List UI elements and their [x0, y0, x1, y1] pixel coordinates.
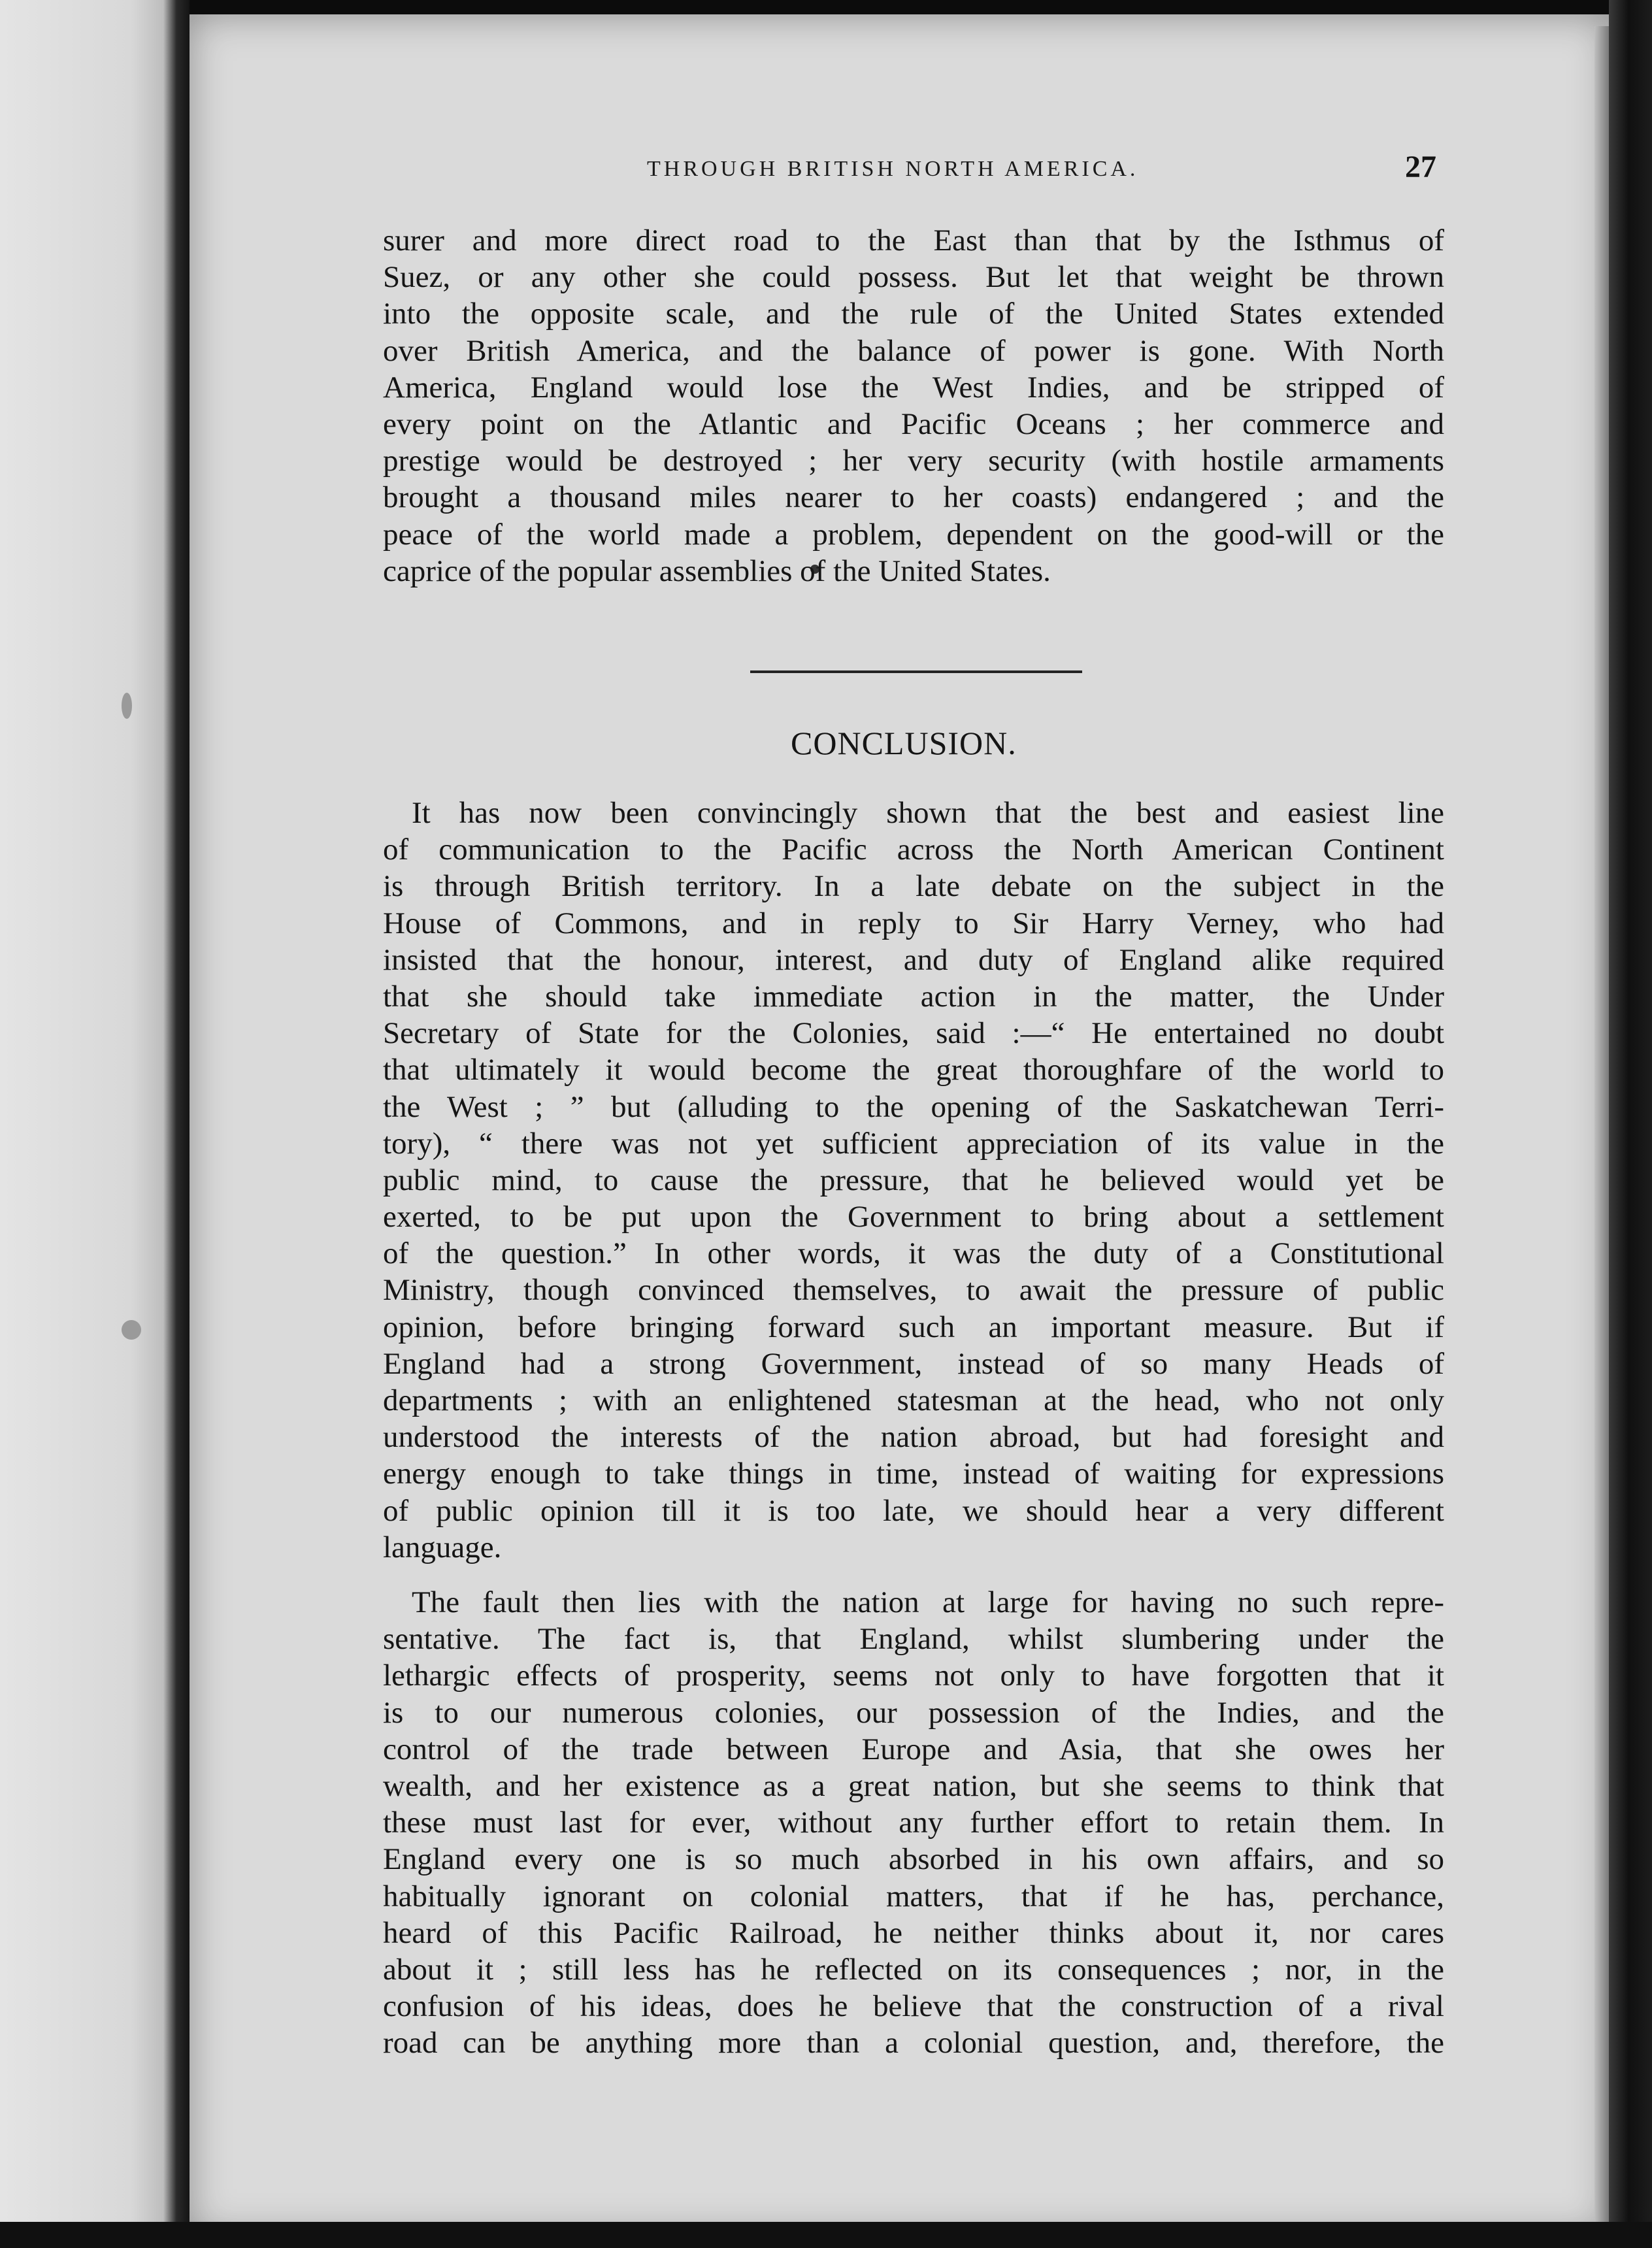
text-line: of the question.” In other words, it was the duty of a Constitutional	[383, 1236, 1444, 1271]
text-line: exerted, to be put upon the Government to bring about a settlement	[383, 1200, 1444, 1234]
paragraph-2	[383, 795, 1444, 1566]
text-line: control of the trade between Europe and Asia, that she owes her	[383, 1732, 1444, 1766]
text-line: Ministry, though convinced themselves, to await the pressure of public	[383, 1273, 1444, 1308]
text-line: tory), “ there was not yet sufficient appreciation of its value in the	[383, 1126, 1444, 1161]
section-title: CONCLUSION.	[791, 725, 1017, 761]
running-head: THROUGH BRITISH NORTH AMERICA.	[647, 157, 1139, 181]
section-divider	[750, 670, 1082, 673]
text-line: of public opinion till it is too late, we should hear a very different	[383, 1493, 1444, 1528]
binding-gutter	[0, 0, 190, 2248]
scan-speck	[122, 1320, 141, 1340]
text-line: surer and more direct road to the East than that by the Isthmus of	[383, 223, 1444, 257]
text-line: about it ; still less has he reflected on its consequences ; nor, in the	[383, 1952, 1444, 1987]
paragraph-3	[383, 1584, 1444, 2061]
text-line: Suez, or any other she could possess. But let that weight be thrown	[383, 260, 1444, 295]
text-line: every point on the Atlantic and Pacific Oceans ; her commerce and	[383, 406, 1444, 441]
text-line: America, England would lose the West Indies, and be stripped of	[383, 370, 1444, 405]
text-line: sentative. The fact is, that England, whilst slumbering under the	[383, 1622, 1444, 1657]
text-line: public mind, to cause the pressure, that he believed would yet be	[383, 1163, 1444, 1197]
text-line: The fault then lies with the nation at large for having no such repre-	[412, 1585, 1444, 1619]
scan-speck	[122, 693, 132, 719]
page-right-edge	[1594, 26, 1609, 2222]
text-line: that ultimately it would become the great thoroughfare of the world to	[383, 1053, 1444, 1087]
text-line: energy enough to take things in time, instead of waiting for expressions	[383, 1457, 1444, 1491]
text-line: is through British territory. In a late debate on the subject in the	[383, 869, 1444, 904]
text-line: opinion, before bringing forward such an important measure. But if	[383, 1310, 1444, 1344]
text-line: into the opposite scale, and the rule of the United States extended	[383, 297, 1444, 331]
text-line: Secretary of State for the Colonies, said :—“ He entertained no doubt	[383, 1016, 1444, 1051]
text-line: heard of this Pacific Railroad, he neither thinks about it, nor cares	[383, 1915, 1444, 1950]
text-line: England had a strong Government, instead of so many Heads of	[383, 1346, 1444, 1381]
text-line: confusion of his ideas, does he believe that the construction of a rival	[383, 1989, 1444, 2024]
text-line: prestige would be destroyed ; her very security (with hostile armaments	[383, 444, 1444, 478]
text-line: habitually ignorant on colonial matters, that if he has, perchance,	[383, 1879, 1444, 1913]
text-line: road can be anything more than a colonial question, and, therefore, the	[383, 2026, 1444, 2060]
text-line: these must last for ever, without any further effort to retain them. In	[383, 1806, 1444, 1840]
text-line: England every one is so much absorbed in his own affairs, and so	[383, 1842, 1444, 1877]
text-line: wealth, and her existence as a great nation, but she seems to think that	[383, 1768, 1444, 1803]
text-line: House of Commons, and in reply to Sir Harry Verney, who had	[383, 906, 1444, 940]
text-line: is to our numerous colonies, our possession of the Indies, and the	[383, 1695, 1444, 1730]
text-line: It has now been convincingly shown that the best and easiest line	[412, 796, 1444, 830]
scan-border-bottom	[0, 2222, 1652, 2248]
text-line: the West ; ” but (alluding to the opening of the Saskatchewan Terri-	[383, 1089, 1444, 1124]
text-line: caprice of the popular assemblies of the United States.	[383, 554, 1051, 588]
text-line: that she should take immediate action in the matter, the Under	[383, 979, 1444, 1014]
scan-border-right	[1609, 0, 1652, 2248]
paragraph-1	[383, 222, 1444, 589]
text-line: language.	[383, 1530, 502, 1564]
text-line: lethargic effects of prosperity, seems not only to have forgotten that it	[383, 1659, 1444, 1693]
text-line: of communication to the Pacific across the North American Continent	[383, 833, 1444, 867]
text-line: over British America, and the balance of power is gone. With North	[383, 333, 1444, 368]
text-line: understood the interests of the nation abroad, but had foresight and	[383, 1420, 1444, 1455]
text-line: brought a thousand miles nearer to her coasts) endangered ; and the	[383, 480, 1444, 515]
text-line: departments ; with an enlightened statesman at the head, who not only	[383, 1383, 1444, 1417]
text-line: insisted that the honour, interest, and duty of England alike required	[383, 942, 1444, 977]
page-number: 27	[1405, 150, 1436, 184]
text-line: peace of the world made a problem, dependent on the good-will or the	[383, 517, 1444, 552]
